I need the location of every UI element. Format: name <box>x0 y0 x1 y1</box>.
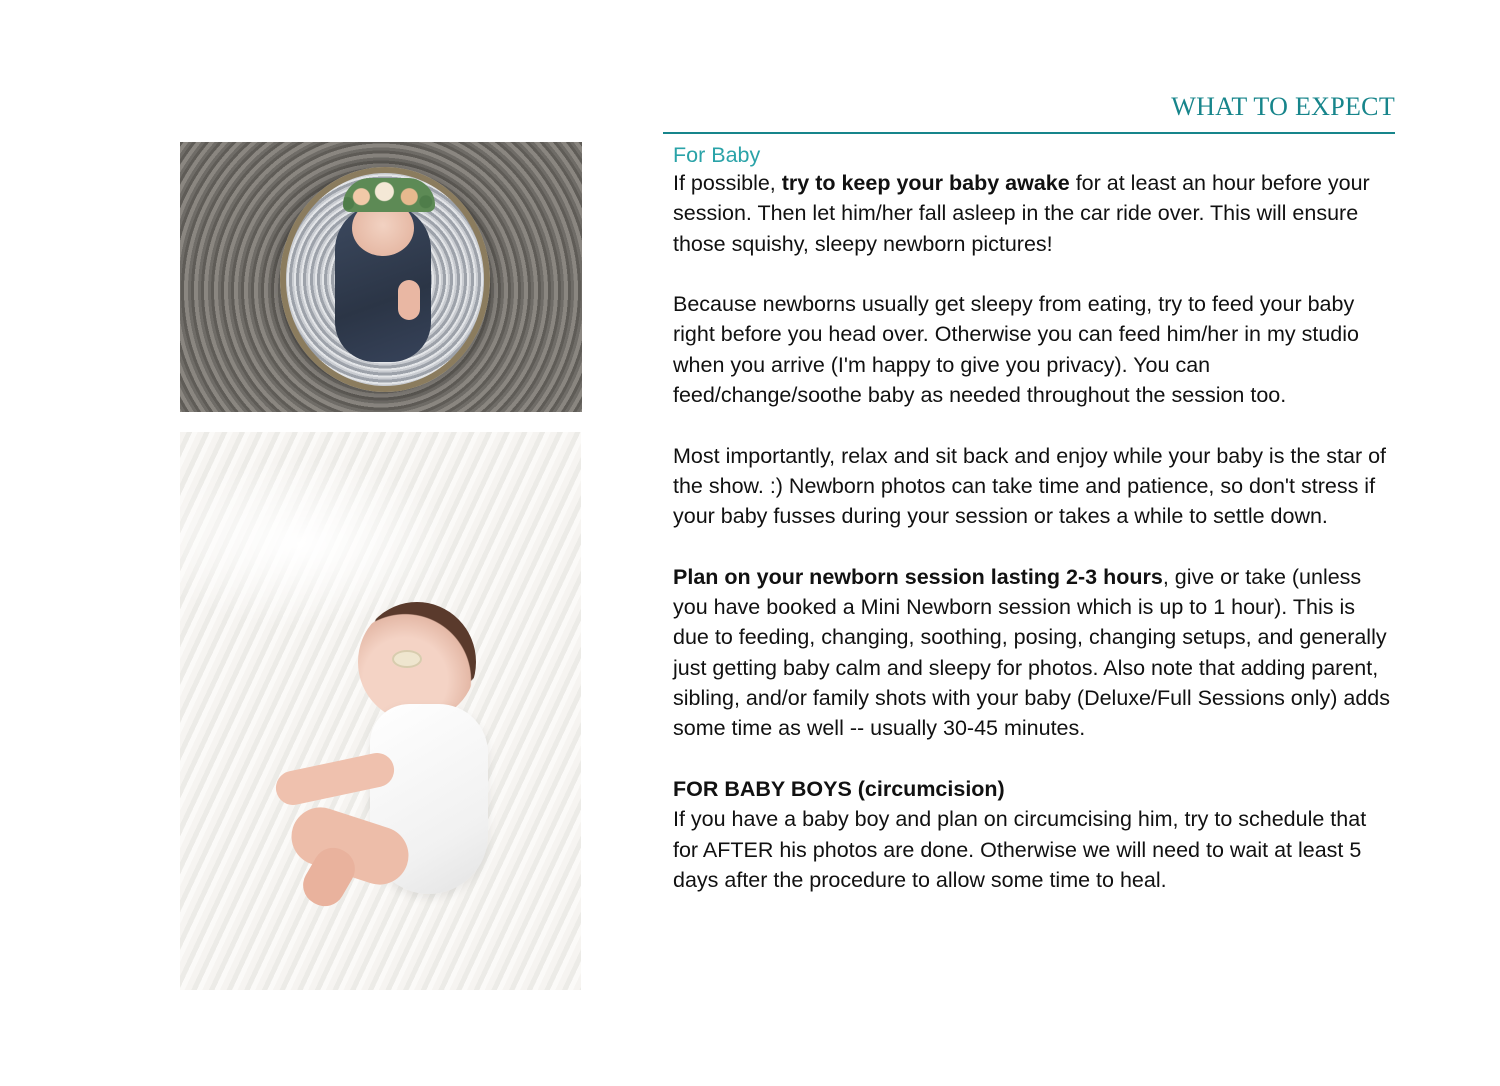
baby-boys-heading: FOR BABY BOYS (circumcision) <box>673 776 1005 801</box>
paragraph-text: If possible, <box>673 171 782 195</box>
newborn-photo-wrapped <box>180 142 582 412</box>
paragraph-duration <box>673 562 1393 744</box>
headband-bow <box>392 650 422 668</box>
paragraph-circumcision: If you have a baby boy and plan on circumcising him, try to schedule that for AFTER his photos are done. Otherwise we will need to wait at least 5 days after the procedure to allow some time to heal. <box>673 807 1367 892</box>
section-label: For Baby <box>673 143 761 167</box>
paragraph-keep-awake <box>673 168 1393 259</box>
baby-foot <box>398 280 420 320</box>
paragraph-text: for at least an hour before your session. Then let him/her fall asleep in the car ride over. This will ensure those squishy, sleepy newborn pictures! <box>673 171 1370 256</box>
paragraph-relax: Most importantly, relax and sit back and enjoy while your baby is the star of the show. :) Newborn photos can take time and patience, so don't stress if your baby fusses during your session or takes a while to settle down. <box>673 443 1387 529</box>
newborn-photo-white-fur <box>180 432 581 990</box>
page-title: WHAT TO EXPECT <box>1171 92 1395 121</box>
text-column <box>673 142 1393 895</box>
paragraph-text: , give or take (unless you have booked a Mini Newborn session which is up to 1 hour). This is due to feeding, changing, soothing, posing, changing setups, and generally just getting baby calm and sleepy for photos. Also note that adding parent, sibling, and/or family shots with your baby (Deluxe/Full Sessions only) adds some time as well -- usually 30-45 minutes. <box>673 564 1390 741</box>
title-divider <box>663 132 1395 134</box>
emphasis-text: Plan on your newborn session lasting 2-3 hours <box>673 564 1163 589</box>
emphasis-text: try to keep your baby awake <box>781 171 1070 195</box>
floral-crown <box>343 178 435 212</box>
paragraph-feeding: Because newborns usually get sleepy from eating, try to feed your baby right before you head over. Otherwise you can feed him/her in my studio when you arrive (I'm happy to give you privacy). You can feed/change/soothe baby as needed throughout the session too. <box>673 292 1359 408</box>
